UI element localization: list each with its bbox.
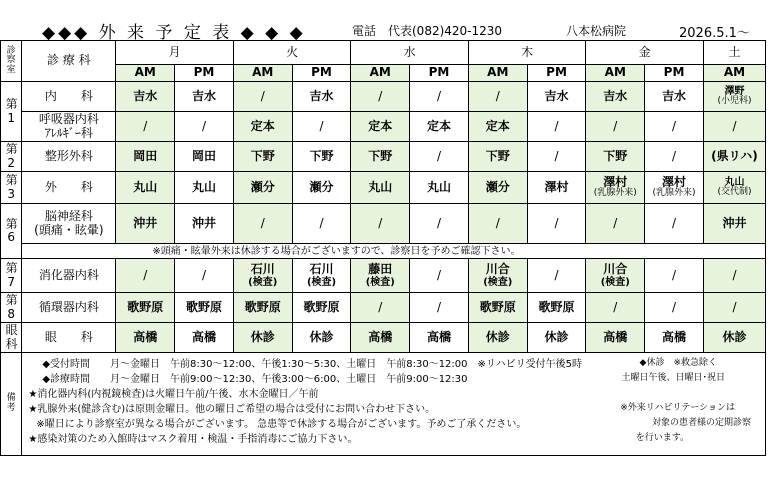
doctor-name: 瀬分	[309, 179, 334, 194]
room-label	[1, 259, 22, 293]
doctor-cell	[233, 172, 292, 204]
doctor-cell	[116, 112, 175, 142]
doctor-cell	[703, 259, 765, 293]
doctor-cell	[175, 323, 234, 353]
doctor-note: (検査)	[365, 276, 395, 288]
doctor-name: 休診	[722, 329, 747, 344]
doctor-cell	[527, 293, 586, 323]
doctor-note: (検査)	[306, 276, 337, 288]
doctor-name: /	[437, 88, 442, 103]
dept-label	[22, 82, 116, 112]
room-header-label: 診察室	[6, 45, 16, 75]
doctor-cell	[586, 142, 645, 172]
table-row	[1, 142, 766, 172]
dept-name: 脳神経科	[44, 209, 93, 224]
doctor-note: (小児科)	[717, 96, 752, 107]
doctor-name: 川合	[603, 262, 628, 277]
doctor-cell	[410, 204, 469, 244]
doctor-name: 休診	[485, 329, 510, 344]
doctor-name: 高橋	[427, 329, 452, 344]
doctor-name: 沖井	[191, 215, 216, 230]
doctor-cell	[410, 112, 469, 142]
day-header: 月	[116, 41, 234, 65]
doctor-cell	[292, 142, 351, 172]
doctor-name: /	[319, 118, 324, 133]
doctor-name: /	[437, 148, 442, 163]
hospital-name: 八本松病院	[566, 24, 627, 38]
doctor-name: /	[260, 215, 265, 230]
consult-hours: ◆診療時間 月～金曜日 午前9:00～12:30、午後3:00～6:00、土曜日 午前9:00～12:30	[42, 374, 468, 385]
doctor-cell	[351, 204, 410, 244]
doctor-name: /	[495, 88, 500, 103]
doctor-name: /	[613, 299, 618, 314]
schedule-table	[0, 40, 766, 456]
doctor-cell	[586, 259, 645, 293]
doctor-cell	[703, 293, 765, 323]
infection-note: ★感染対策のため入館時はマスク着用・検温・手指消毒にご協力下さい。	[28, 434, 358, 445]
doctor-name: /	[378, 299, 383, 314]
doctor-name: /	[672, 118, 677, 133]
doctor-name: 高橋	[133, 329, 158, 344]
doctor-cell	[351, 142, 410, 172]
doctor-cell	[233, 293, 292, 323]
doctor-name: /	[201, 118, 207, 133]
doctor-cell	[468, 293, 527, 323]
doctor-cell	[292, 82, 351, 112]
room-label	[1, 142, 22, 172]
doctor-cell	[116, 259, 175, 293]
notes-label	[1, 353, 22, 456]
doctor-cell	[468, 259, 527, 293]
doctor-cell	[645, 112, 704, 142]
doctor-name: 歌野原	[127, 299, 164, 314]
doctor-cell	[175, 259, 234, 293]
phone-number: 電話 代表(082)420-1230	[352, 24, 503, 38]
room-label-text: 第3	[5, 173, 18, 201]
room-header	[1, 41, 22, 82]
header	[0, 0, 770, 43]
doctor-cell	[233, 204, 292, 244]
room-label	[1, 172, 22, 204]
doctor-cell	[175, 293, 234, 323]
day-header: 火	[233, 41, 351, 65]
room-label-text: 眼科	[5, 323, 18, 351]
table-row	[1, 204, 766, 244]
doctor-cell	[527, 142, 586, 172]
dept-name: 外 科	[44, 179, 93, 194]
rehab-note-3: を行います。	[635, 433, 689, 443]
doctor-cell	[175, 204, 234, 244]
doctor-cell	[292, 293, 351, 323]
doctor-name: 休診	[309, 329, 334, 344]
doctor-cell	[586, 112, 645, 142]
am-header: AM	[703, 65, 765, 82]
doctor-name: 川合	[485, 262, 510, 277]
pm-header: PM	[292, 65, 351, 82]
doctor-cell	[292, 204, 351, 244]
doctor-cell	[468, 82, 527, 112]
doctor-name: 岡田	[191, 148, 216, 163]
room-label-text: 第6	[5, 216, 18, 244]
am-header: AM	[351, 65, 410, 82]
doctor-cell	[645, 172, 704, 204]
pm-header: PM	[645, 65, 704, 82]
breast-note: ★乳腺外来(健診含む)は原則金曜日。他の曜日ご希望の場合は受付にお問い合わせ下さい。	[28, 404, 436, 415]
day-header: 金	[586, 41, 704, 65]
doctor-name: 吉水	[662, 88, 687, 103]
pm-header: PM	[175, 65, 234, 82]
am-header: AM	[233, 65, 292, 82]
am-header: AM	[468, 65, 527, 82]
doctor-name: 石川	[309, 262, 334, 277]
doctor-name: 沖井	[722, 215, 747, 230]
doctor-cell	[351, 112, 410, 142]
doctor-cell	[586, 323, 645, 353]
doctor-cell	[410, 142, 469, 172]
doctor-name: 定本	[485, 118, 510, 133]
doctor-cell	[468, 142, 527, 172]
doctor-cell	[116, 82, 175, 112]
doctor-name: (県リハ)	[711, 148, 758, 163]
dept-name-sub: (頭痛・眩暈)	[34, 222, 104, 237]
doctor-name: 下野	[368, 148, 393, 163]
doctor-name: 定本	[427, 118, 452, 133]
doctor-name: 下野	[603, 148, 628, 163]
doctor-name: /	[437, 299, 442, 314]
doctor-name: 高橋	[603, 329, 628, 344]
doctor-cell	[351, 293, 410, 323]
doctor-name: 吉水	[544, 88, 569, 103]
effective-date: 2026.5.1～	[679, 26, 750, 41]
doctor-name: 歌野原	[185, 299, 222, 314]
doctor-cell	[468, 172, 527, 204]
doctor-note: (乳腺外来)	[593, 188, 637, 199]
doctor-cell	[703, 82, 765, 112]
doctor-name: /	[378, 215, 383, 230]
doctor-cell	[703, 204, 765, 244]
room-label-text: 第2	[5, 142, 18, 170]
doctor-name: 瀬分	[485, 179, 510, 194]
doctor-name: 澤村	[662, 174, 687, 189]
doctor-cell	[116, 204, 175, 244]
doctor-cell	[351, 323, 410, 353]
doctor-cell	[116, 142, 175, 172]
doctor-name: 歌野原	[479, 299, 516, 314]
doctor-cell	[586, 204, 645, 244]
doctor-name: 定本	[368, 118, 393, 133]
reception-hours: ◆受付時間 月～金曜日 午前8:30～12:00、午後1:30～5:30、土曜日 午前8:30～12:00 ※リハビリ受付午後5時	[42, 359, 582, 370]
doctor-name: 丸山	[191, 179, 216, 194]
doctor-name: 澤村	[544, 179, 569, 194]
room-label-text: 第8	[5, 293, 18, 321]
dept-label	[22, 112, 116, 142]
dept-label	[22, 142, 116, 172]
room-label	[1, 204, 22, 259]
doctor-name: 瀬分	[250, 179, 275, 194]
doctor-name: /	[201, 267, 207, 282]
doctor-cell	[175, 142, 234, 172]
doctor-name: 岡田	[133, 148, 158, 163]
doctor-name: /	[437, 215, 442, 230]
doctor-cell	[703, 112, 765, 142]
doctor-cell	[175, 82, 234, 112]
table-row	[1, 82, 766, 112]
doctor-name: /	[554, 148, 559, 163]
rehab-note-2: 対象の患者様の定期診察	[651, 418, 751, 428]
doctor-cell	[468, 204, 527, 244]
dept-label	[22, 323, 116, 353]
doctor-cell	[527, 82, 586, 112]
doctor-name: 下野	[485, 148, 510, 163]
doctor-name: 吉水	[603, 88, 628, 103]
doctor-name: 丸山	[133, 179, 158, 194]
doctor-name: /	[672, 299, 677, 314]
doctor-name: 藤田	[368, 262, 393, 277]
dept-name: 内 科	[44, 88, 93, 103]
doctor-name: 丸山	[368, 179, 393, 194]
am-header: AM	[116, 65, 175, 82]
headache-note: ※頭痛・眩暈外来は休診する場合がございますので、診察日を予めご確認下さい。	[22, 244, 766, 259]
doctor-name: /	[319, 215, 324, 230]
doctor-note: (交代制)	[717, 187, 752, 198]
doctor-cell	[292, 323, 351, 353]
table-row	[1, 112, 766, 142]
day-header: 木	[468, 41, 586, 65]
doctor-name: 歌野原	[244, 299, 281, 314]
doctor-cell	[175, 172, 234, 204]
doctor-cell	[527, 259, 586, 293]
doctor-name: 吉水	[133, 88, 158, 103]
doctor-cell	[703, 172, 765, 204]
doctor-cell	[292, 259, 351, 293]
doctor-name: 高橋	[368, 329, 393, 344]
doctor-name: /	[378, 88, 383, 103]
dept-label	[22, 204, 116, 244]
doctor-cell	[116, 293, 175, 323]
doctor-name: 歌野原	[303, 299, 340, 314]
doctor-name: /	[732, 118, 737, 133]
doctor-name: 下野	[309, 148, 334, 163]
dept-header: 診 療 科	[22, 41, 116, 82]
doctor-name: 石川	[250, 262, 275, 277]
room-label-text: 第7	[5, 261, 18, 289]
doctor-cell	[351, 172, 410, 204]
doctor-cell	[233, 142, 292, 172]
closed-days: 土曜日午後、日曜日･祝日	[621, 373, 725, 383]
room-label	[1, 82, 22, 142]
room-label-text: 第1	[5, 97, 18, 125]
doctor-name: 澤村	[603, 174, 628, 189]
day-header: 水	[351, 41, 469, 65]
dept-name: 整形外科	[44, 148, 93, 163]
doctor-cell	[527, 172, 586, 204]
doctor-cell	[645, 293, 704, 323]
am-header: AM	[586, 65, 645, 82]
doctor-name: 歌野原	[538, 299, 575, 314]
doctor-cell	[645, 204, 704, 244]
doctor-cell	[292, 172, 351, 204]
doctor-cell	[233, 82, 292, 112]
doctor-name: /	[495, 215, 500, 230]
doctor-cell	[645, 142, 704, 172]
doctor-name: /	[672, 148, 677, 163]
day-header: 土	[703, 41, 765, 65]
doctor-cell	[586, 82, 645, 112]
doctor-cell	[410, 293, 469, 323]
table-row	[1, 293, 766, 323]
doctor-name: /	[732, 267, 737, 282]
doctor-name: /	[554, 267, 559, 282]
notes-area	[22, 353, 766, 456]
room-label	[1, 323, 22, 353]
doctor-cell	[645, 82, 704, 112]
doctor-cell	[116, 323, 175, 353]
doctor-cell	[586, 172, 645, 204]
doctor-name: 高橋	[662, 329, 687, 344]
doctor-cell	[410, 172, 469, 204]
doctor-name: /	[143, 267, 148, 282]
doctor-name: /	[143, 118, 148, 133]
doctor-cell	[468, 112, 527, 142]
dept-name: 眼 科	[44, 329, 93, 344]
table-row	[1, 172, 766, 204]
doctor-cell	[527, 112, 586, 142]
doctor-cell	[410, 323, 469, 353]
table-row	[1, 259, 766, 293]
doctor-name: /	[260, 88, 265, 103]
dept-label	[22, 293, 116, 323]
doctor-name: 丸山	[427, 179, 452, 194]
doctor-cell	[527, 323, 586, 353]
doctor-cell	[233, 259, 292, 293]
doctor-cell	[586, 293, 645, 323]
doctor-name: 丸山	[724, 177, 745, 189]
doctor-cell	[703, 142, 765, 172]
doctor-note: (検査)	[600, 276, 630, 288]
doctor-name: 澤野	[724, 86, 745, 98]
closed-note: ◆休診 ※救急除く	[639, 358, 717, 368]
doctor-name: 定本	[250, 118, 275, 133]
pm-header: PM	[527, 65, 586, 82]
doctor-cell	[527, 204, 586, 244]
room-change-note: ※曜日により診察室が異なる場合がございます。 急患等で休診する場合がございます。予めご了承ください。	[36, 419, 527, 430]
rehab-note-1: ※外来リハビリテーションは	[620, 403, 735, 413]
doctor-name: 下野	[250, 148, 275, 163]
table-row	[1, 323, 766, 353]
doctor-name: /	[554, 215, 559, 230]
doctor-name: 吉水	[191, 88, 216, 103]
doctor-note: (乳腺外来)	[652, 188, 696, 199]
doctor-name: 高橋	[191, 329, 216, 344]
doctor-cell	[351, 259, 410, 293]
dept-name: 呼吸器内科	[38, 112, 99, 127]
dept-label	[22, 259, 116, 293]
doctor-cell	[703, 323, 765, 353]
endoscopy-note: ★消化器内科(内視鏡検査)は火曜日午前/午後、水木金曜日／午前	[28, 389, 319, 400]
doctor-note: (検査)	[248, 276, 278, 288]
page-title: ◆◆◆ 外 来 予 定 表 ◆ ◆ ◆	[42, 23, 306, 43]
doctor-cell	[351, 82, 410, 112]
doctor-cell	[292, 112, 351, 142]
doctor-cell	[116, 172, 175, 204]
doctor-name: 休診	[544, 329, 569, 344]
doctor-cell	[645, 259, 704, 293]
pm-header: PM	[410, 65, 469, 82]
doctor-name: /	[672, 215, 677, 230]
room-label	[1, 293, 22, 323]
doctor-cell	[410, 82, 469, 112]
doctor-name: 沖井	[133, 215, 158, 230]
doctor-name: 吉水	[309, 88, 334, 103]
doctor-name: 休診	[250, 329, 275, 344]
doctor-name: /	[613, 118, 618, 133]
doctor-name: /	[554, 118, 559, 133]
notes-label-text: 備考	[6, 393, 16, 413]
dept-label	[22, 172, 116, 204]
doctor-cell	[410, 259, 469, 293]
doctor-note: (検査)	[483, 276, 513, 288]
doctor-cell	[175, 112, 234, 142]
doctor-cell	[233, 112, 292, 142]
doctor-name: /	[732, 299, 737, 314]
dept-name: 消化器内科	[38, 267, 99, 282]
doctor-name: /	[437, 267, 442, 282]
doctor-cell	[468, 323, 527, 353]
doctor-cell	[645, 323, 704, 353]
dept-name-sub: ｱﾚﾙｷﾞｰ科	[44, 125, 93, 140]
doctor-name: /	[613, 215, 618, 230]
dept-name: 循環器内科	[38, 299, 99, 314]
doctor-name: /	[672, 267, 677, 282]
doctor-cell	[233, 323, 292, 353]
